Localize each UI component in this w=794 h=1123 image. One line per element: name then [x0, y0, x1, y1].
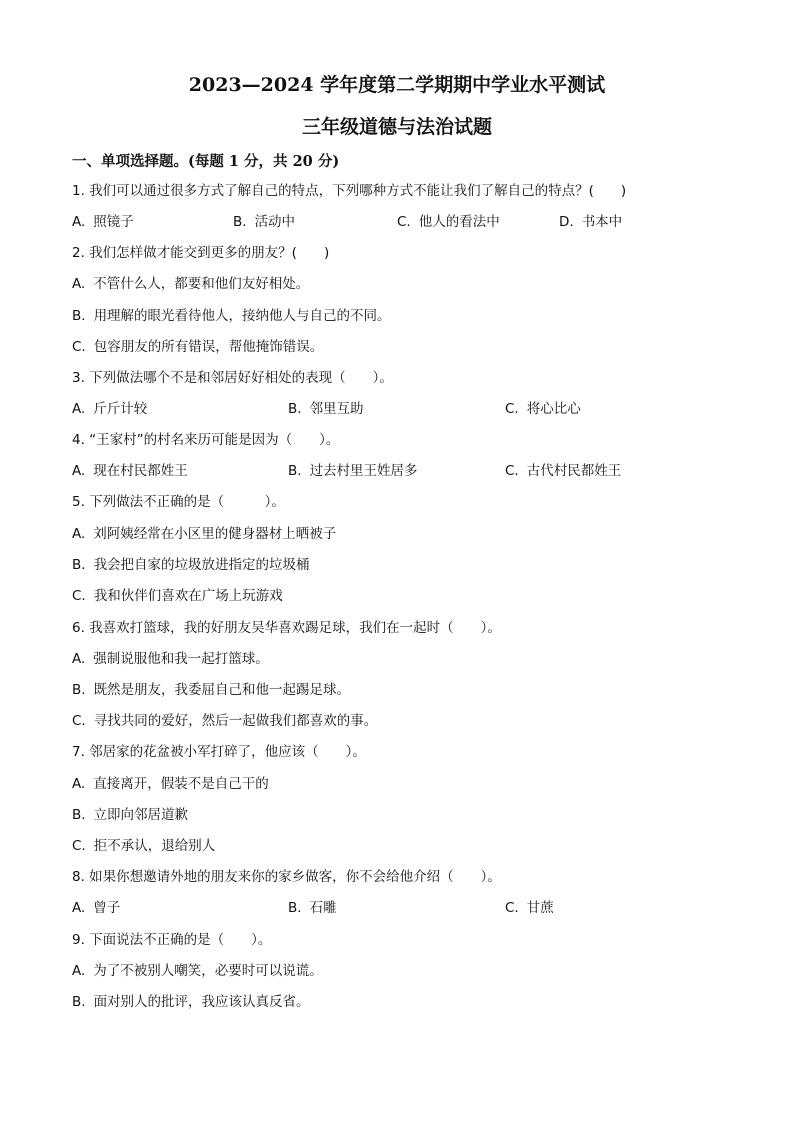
question-1-option-b: B. 活动中 [233, 214, 296, 230]
question-2-option-c: C. 包容朋友的所有错误，帮他掩饰错误。 [72, 339, 324, 355]
question-2-option-b: B. 用理解的眼光看待他人，接纳他人与自己的不同。 [72, 308, 391, 324]
question-3-options [72, 399, 772, 419]
question-3-option-b: B. 邻里互助 [288, 401, 364, 417]
question-7-stem: 7. 邻居家的花盆被小军打碎了，他应该（ ）。 [72, 744, 366, 760]
question-1-option-d: D. 书本中 [559, 214, 623, 230]
question-5-option-a: A. 刘阿姨经常在小区里的健身器材上晒被子 [72, 526, 337, 542]
question-2-option-a: A. 不管什么人，都要和他们友好相处。 [72, 276, 310, 292]
question-4-options [72, 461, 772, 481]
question-4-option-c: C. 古代村民都姓王 [505, 463, 622, 479]
question-7-option-c: C. 拒不承认，退给别人 [72, 838, 216, 854]
question-9-stem: 9. 下面说法不正确的是（ ）。 [72, 932, 272, 948]
question-8-options [72, 898, 772, 918]
exam-subtitle: 三年级道德与法治试题 [301, 116, 492, 138]
question-3-option-a: A. 斤斤计较 [72, 401, 148, 417]
question-4-stem: 4. “王家村”的村名来历可能是因为（ ）。 [72, 432, 340, 448]
question-9-option-a: A. 为了不被别人嘲笑，必要时可以说谎。 [72, 963, 323, 979]
question-9-option-b: B. 面对别人的批评，我应该认真反省。 [72, 994, 310, 1010]
question-3-stem: 3. 下列做法哪个不是和邻居好好相处的表现（ ）。 [72, 370, 393, 386]
question-1-stem: 1. 我们可以通过很多方式了解自己的特点，下列哪种方式不能让我们了解自己的特点？( ) [72, 183, 627, 199]
question-6-option-b: B. 既然是朋友，我委屈自己和他一起踢足球。 [72, 682, 351, 698]
exam-title: 2023—2024 学年度第二学期期中学业水平测试 [188, 74, 606, 96]
question-1-option-c: C. 他人的看法中 [397, 214, 500, 230]
question-1-option-a: A. 照镜子 [72, 214, 134, 230]
question-3-option-c: C. 将心比心 [505, 401, 581, 417]
question-4-option-b: B. 过去村里王姓居多 [288, 463, 418, 479]
question-7-option-a: A. 直接离开，假装不是自己干的 [72, 776, 269, 792]
question-6-option-a: A. 强制说服他和我一起打篮球。 [72, 651, 269, 667]
question-8-stem: 8. 如果你想邀请外地的朋友来你的家乡做客，你不会给他介绍（ ）。 [72, 869, 501, 885]
question-5-option-c: C. 我和伙伴们喜欢在广场上玩游戏 [72, 588, 283, 604]
question-1-options [72, 212, 772, 232]
question-5-option-b: B. 我会把自家的垃圾放进指定的垃圾桶 [72, 557, 310, 573]
question-2-stem: 2. 我们怎样做才能交到更多的朋友？( ) [72, 245, 330, 261]
question-8-option-a: A. 曾子 [72, 900, 121, 916]
question-4-option-a: A. 现在村民都姓王 [72, 463, 188, 479]
question-8-option-c: C. 甘蔗 [505, 900, 554, 916]
question-6-stem: 6. 我喜欢打篮球，我的好朋友吴华喜欢踢足球，我们在一起时（ ）。 [72, 620, 501, 636]
question-8-option-b: B. 石雕 [288, 900, 337, 916]
question-5-stem: 5. 下列做法不正确的是（ ）。 [72, 494, 285, 510]
question-7-option-b: B. 立即向邻居道歉 [72, 807, 189, 823]
section-heading: 一、单项选择题。(每题 1 分，共 20 分) [72, 153, 340, 170]
question-6-option-c: C. 寻找共同的爱好，然后一起做我们都喜欢的事。 [72, 713, 378, 729]
